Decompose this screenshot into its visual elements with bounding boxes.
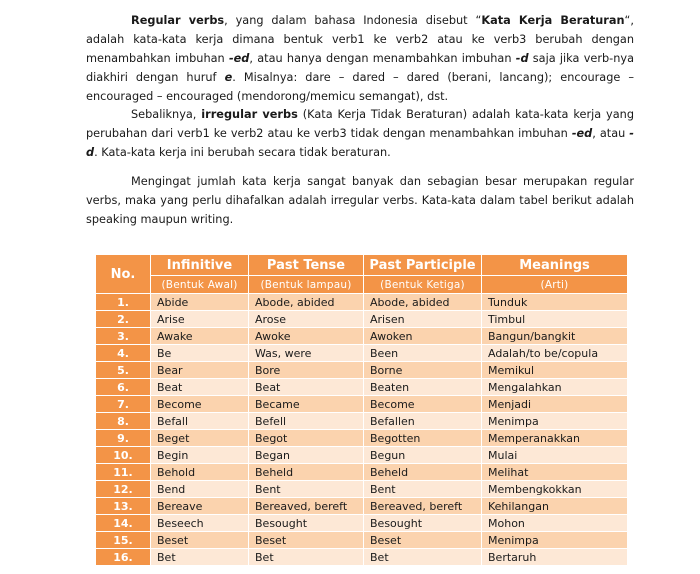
- cell-past-participle: Besought: [364, 515, 482, 532]
- cell-past-participle: Abode, abided: [364, 294, 482, 311]
- table-row: [96, 549, 628, 566]
- cell-past-tense: Befell: [249, 413, 364, 430]
- cell-meaning: Mulai: [482, 447, 628, 464]
- irregular-verbs-term: irregular verbs: [201, 108, 298, 121]
- cell-infinitive: Be: [151, 345, 249, 362]
- row-number: 5.: [96, 362, 151, 379]
- cell-past-participle: Begotten: [364, 430, 482, 447]
- cell-infinitive: Abide: [151, 294, 249, 311]
- cell-past-tense: Bore: [249, 362, 364, 379]
- cell-meaning: Mengalahkan: [482, 379, 628, 396]
- cell-past-participle: Awoken: [364, 328, 482, 345]
- paragraph-irregular-verbs: [86, 105, 634, 162]
- cell-infinitive: Beseech: [151, 515, 249, 532]
- header-meanings: Meanings: [482, 255, 628, 276]
- table-row: [96, 430, 628, 447]
- suffix-d: -d: [86, 127, 634, 159]
- cell-past-tense: Arose: [249, 311, 364, 328]
- table-row: [96, 532, 628, 549]
- cell-meaning: Mohon: [482, 515, 628, 532]
- header-past-participle: Past Participle: [364, 255, 482, 276]
- table-row: [96, 447, 628, 464]
- text-segment: . Misalnya: dare – dared – dared (berani, lancang); encourage – encouraged – encouraged (mendorong/memicu semangat), dst.: [86, 71, 635, 103]
- table-row: [96, 498, 628, 515]
- table-row: [96, 413, 628, 430]
- text-segment: , atau hanya dengan menambahkan imbuhan: [249, 52, 516, 65]
- cell-past-tense: Bent: [249, 481, 364, 498]
- regular-verbs-term: Regular verbs: [131, 14, 225, 27]
- table-row: [96, 481, 628, 498]
- text-segment: Mengingat jumlah kata kerja sangat banyak dan sebagian besar merupakan regular verbs, maka yang perlu dihafalkan adalah irregular verbs. Kata-kata dalam tabel berikut adalah speaking maupun writing.: [86, 175, 634, 226]
- cell-meaning: Adalah/to be/copula: [482, 345, 628, 362]
- cell-infinitive: Befall: [151, 413, 249, 430]
- table-row: [96, 464, 628, 481]
- row-number: 14.: [96, 515, 151, 532]
- cell-past-participle: Arisen: [364, 311, 482, 328]
- table-row: [96, 396, 628, 413]
- cell-infinitive: Awake: [151, 328, 249, 345]
- row-number: 15.: [96, 532, 151, 549]
- header-past-participle-sub: (Bentuk Ketiga): [364, 276, 482, 294]
- header-no: No.: [96, 255, 151, 294]
- table-row: [96, 379, 628, 396]
- cell-meaning: Timbul: [482, 311, 628, 328]
- cell-meaning: Kehilangan: [482, 498, 628, 515]
- cell-past-participle: Beheld: [364, 464, 482, 481]
- paragraph-memorize: [86, 172, 634, 229]
- cell-infinitive: Behold: [151, 464, 249, 481]
- cell-infinitive: Bear: [151, 362, 249, 379]
- row-number: 9.: [96, 430, 151, 447]
- cell-past-tense: Abode, abided: [249, 294, 364, 311]
- suffix-ed: -ed: [571, 127, 593, 140]
- cell-past-participle: Been: [364, 345, 482, 362]
- header-infinitive-sub: (Bentuk Awal): [151, 276, 249, 294]
- cell-meaning: Menimpa: [482, 413, 628, 430]
- cell-infinitive: Begin: [151, 447, 249, 464]
- row-number: 6.: [96, 379, 151, 396]
- table-row: [96, 515, 628, 532]
- text-segment: . Kata-kata kerja ini berubah secara tidak beraturan.: [94, 146, 391, 159]
- cell-meaning: Tunduk: [482, 294, 628, 311]
- cell-infinitive: Bereave: [151, 498, 249, 515]
- cell-past-participle: Beset: [364, 532, 482, 549]
- text-segment: , yang dalam bahasa Indonesia disebut “: [224, 14, 482, 27]
- cell-meaning: Menimpa: [482, 532, 628, 549]
- cell-meaning: Bangun/bangkit: [482, 328, 628, 345]
- suffix-d: -d: [515, 52, 529, 65]
- cell-meaning: Memperanakkan: [482, 430, 628, 447]
- header-meanings-sub: (Arti): [482, 276, 628, 294]
- cell-past-tense: Beat: [249, 379, 364, 396]
- row-number: 3.: [96, 328, 151, 345]
- row-number: 16.: [96, 549, 151, 566]
- cell-meaning: Menjadi: [482, 396, 628, 413]
- row-number: 13.: [96, 498, 151, 515]
- cell-infinitive: Become: [151, 396, 249, 413]
- text-segment: , atau: [592, 127, 630, 140]
- table-row: [96, 311, 628, 328]
- cell-infinitive: Bet: [151, 549, 249, 566]
- header-past-tense-sub: (Bentuk lampau): [249, 276, 364, 294]
- text-segment: saja jika verb-nya diakhiri dengan huruf: [86, 52, 634, 84]
- cell-meaning: Memikul: [482, 362, 628, 379]
- cell-infinitive: Beset: [151, 532, 249, 549]
- table-row: [96, 345, 628, 362]
- cell-past-tense: Began: [249, 447, 364, 464]
- header-past-tense: Past Tense: [249, 255, 364, 276]
- header-infinitive: Infinitive: [151, 255, 249, 276]
- cell-past-tense: Bereaved, bereft: [249, 498, 364, 515]
- cell-past-tense: Begot: [249, 430, 364, 447]
- row-number: 7.: [96, 396, 151, 413]
- cell-meaning: Bertaruh: [482, 549, 628, 566]
- cell-past-tense: Bet: [249, 549, 364, 566]
- cell-past-participle: Become: [364, 396, 482, 413]
- cell-meaning: Melihat: [482, 464, 628, 481]
- row-number: 1.: [96, 294, 151, 311]
- table-row: [96, 362, 628, 379]
- row-number: 11.: [96, 464, 151, 481]
- cell-past-participle: Befallen: [364, 413, 482, 430]
- table-row: [96, 328, 628, 345]
- cell-past-tense: Beset: [249, 532, 364, 549]
- row-number: 8.: [96, 413, 151, 430]
- cell-past-participle: Borne: [364, 362, 482, 379]
- letter-e: e: [224, 71, 233, 84]
- cell-past-tense: Besought: [249, 515, 364, 532]
- cell-infinitive: Beat: [151, 379, 249, 396]
- row-number: 10.: [96, 447, 151, 464]
- text-segment: “, adalah kata-kata kerja dimana bentuk verb1 ke verb2 atau ke verb3 berubah dengan menambahkan imbuhan: [86, 14, 634, 65]
- row-number: 12.: [96, 481, 151, 498]
- cell-past-participle: Begun: [364, 447, 482, 464]
- cell-past-tense: Beheld: [249, 464, 364, 481]
- cell-infinitive: Bend: [151, 481, 249, 498]
- cell-past-participle: Bet: [364, 549, 482, 566]
- suffix-ed: -ed: [228, 52, 250, 65]
- kata-kerja-beraturan: Kata Kerja Beraturan: [481, 14, 625, 27]
- table-row: [96, 294, 628, 311]
- cell-past-tense: Was, were: [249, 345, 364, 362]
- cell-past-tense: Became: [249, 396, 364, 413]
- cell-past-participle: Bereaved, bereft: [364, 498, 482, 515]
- irregular-verbs-table: [95, 254, 628, 566]
- text-segment: (Kata Kerja Tidak Beraturan) adalah kata-kata kerja yang perubahan dari verb1 ke verb2 atau ke verb3 tidak dengan menambahkan imbuhan: [86, 108, 635, 140]
- cell-past-participle: Bent: [364, 481, 482, 498]
- cell-meaning: Membengkokkan: [482, 481, 628, 498]
- cell-past-participle: Beaten: [364, 379, 482, 396]
- row-number: 2.: [96, 311, 151, 328]
- cell-infinitive: Arise: [151, 311, 249, 328]
- text-segment: Sebaliknya,: [131, 108, 202, 121]
- paragraph-regular-verbs: [86, 11, 634, 106]
- cell-infinitive: Beget: [151, 430, 249, 447]
- cell-past-tense: Awoke: [249, 328, 364, 345]
- row-number: 4.: [96, 345, 151, 362]
